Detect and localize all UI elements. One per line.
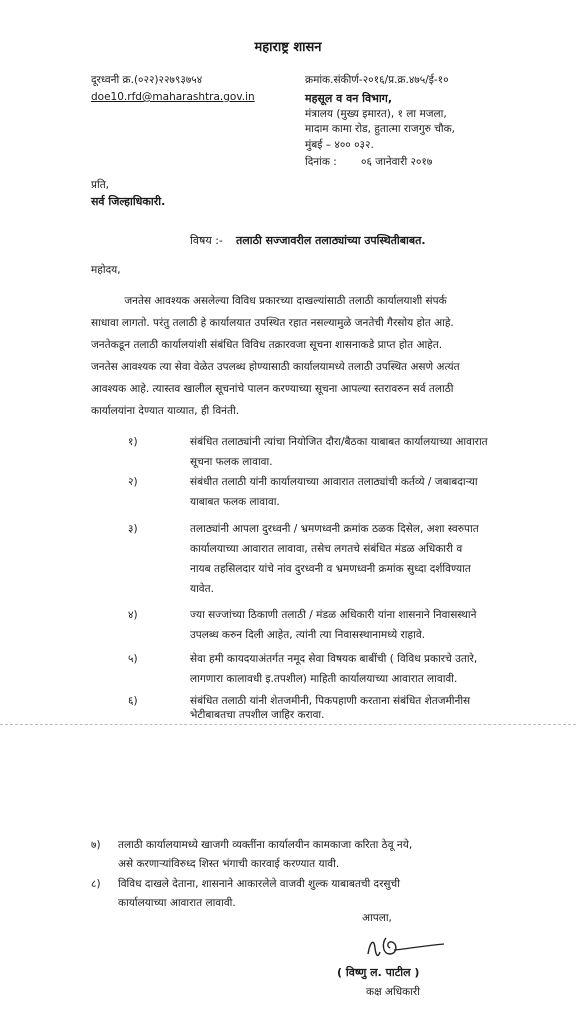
address-line-3: मुंबई – ४०० ०३२.	[305, 139, 374, 151]
instruction-text: याबाबत फलक लावावा.	[190, 496, 280, 508]
instruction-text: तलाठी कार्यालयामध्ये खाजगी व्यक्तींना कार्यालयीन कामकाजा करिता ठेवू नये,	[118, 839, 413, 851]
instruction-text: यावेत.	[190, 583, 214, 595]
reference-number: क्रमांक.संकीर्ण-२०१६/प्र.क्र.४७५/ई-१०	[305, 74, 449, 86]
instruction-text: उपलब्ध करुन दिली आहेत, त्यांनी त्या निवासस्थानामध्ये राहावे.	[190, 629, 425, 641]
instruction-number: ५)	[128, 653, 138, 665]
date-label: दिनांक :	[305, 156, 337, 168]
instruction-text: सूचना फलक लावावा.	[190, 456, 273, 468]
date-value: ०६ जानेवारी २०१७	[361, 156, 433, 168]
instruction-text: तलाठ्यांनी आपला दुरध्वनी / भ्रमणध्वनी क्रमांक ठळक दिसेल, अशा स्वरुपात	[190, 523, 479, 535]
email-link[interactable]: doe10.rfd@maharashtra.gov.in	[91, 91, 255, 103]
instruction-number: ७)	[91, 839, 101, 851]
body-line: आवश्यक आहे. त्यास्तव खालील सूचनांचे पालन करण्याच्या सूचना आपल्या स्तरावरुन सर्व तलाठी	[91, 383, 454, 395]
instruction-text: असे करणाऱ्यांविरुध्द शिस्त भंगाची कारवाई करण्यात यावी.	[118, 858, 340, 870]
closing-text: आपला,	[362, 912, 392, 924]
handwritten-signature	[364, 932, 446, 962]
instruction-text: सेवा हमी कायदयाअंतर्गत नमूद सेवा विषयक बाबींची ( विविध प्रकारचे उतारे,	[190, 653, 478, 665]
instruction-number: ३)	[128, 523, 138, 535]
instruction-number: ८)	[91, 878, 101, 890]
instruction-number: ४)	[128, 609, 138, 621]
instruction-text: नायब तहसिलदार यांचे नांव दुरध्वनी व भ्रमणध्वनी क्रमांक सुध्दा दर्शविण्यात	[190, 563, 471, 575]
instruction-text: संबंधित तलाठ्यांनी त्यांचा नियोजित दौरा/बैठका याबाबत कार्यालयाच्या आवारात	[190, 436, 488, 448]
body-line: जनतेकडून तलाठी कार्यालयांशी संबंधित विविध तक्रारवजा सूचना शासनाकडे प्राप्त होत आहेत.	[91, 339, 443, 351]
phone-number: दूरध्वनी क्र.(०२२)२२७९३७५४	[91, 74, 203, 86]
instruction-number: ६)	[128, 695, 138, 707]
body-line: जनतेस आवश्यक असलेल्या विविध प्रकारच्या दाखल्यांसाठी तलाठी कार्यालयाशी संपर्क	[91, 295, 447, 307]
instruction-text: ज्या सज्जांच्या ठिकाणी तलाठी / मंडळ अधिकारी यांना शासनाने निवासस्थाने	[190, 609, 477, 621]
subject-label: विषय :-	[190, 234, 223, 247]
address-line-1: मंत्रालय (मुख्य इमारत), १ ला मजला,	[305, 108, 447, 120]
recipient-name: सर्व जिल्हाधिकारी.	[91, 195, 166, 208]
instruction-number: २)	[128, 476, 138, 488]
body-line: साधावा लागतो. परंतु तलाठी हे कार्यालयात उपस्थित रहात नसल्यामुळे जनतेची गैरसोय होत आहे.	[91, 317, 454, 329]
instruction-text: विविध दाखले देताना, शासनाने आकारलेले वाजवी शुल्क याबाबतची दरसुची	[118, 878, 400, 890]
instruction-text: संबंधीत तलाठी यांनी कार्यालयाच्या आवारात तलाठ्यांची कर्तव्ये / जबाबदाऱ्या	[190, 476, 478, 488]
instruction-text: कार्यालयाच्या आवारात लावावी.	[118, 897, 236, 909]
signatory-name: ( विष्णु ल. पाटील )	[337, 966, 420, 979]
salutation: महोदय,	[91, 264, 121, 276]
recipient-prefix: प्रति,	[91, 179, 110, 191]
instruction-text: कार्यालयाच्या आवारात लावावा, तसेच लगतचे संबंधित मंडळ अधिकारी व	[190, 543, 463, 555]
department-name: महसूल व वन विभाग,	[305, 92, 393, 105]
instruction-number: १)	[128, 436, 138, 448]
instruction-text: संबंधित तलाठी यांनी शेतजमीनी, पिकपहाणी करताना संबंधित शेतजमीनीस	[190, 695, 471, 707]
subject-text: तलाठी सज्जावरील तलाठ्यांच्या उपस्थितीबाबत.	[236, 234, 426, 247]
instruction-text: भेटीबाबतचा तपशील जाहिर करावा.	[190, 709, 325, 721]
address-line-2: मादाम कामा रोड, हुतात्मा राजगुरु चौक,	[305, 123, 456, 135]
signatory-designation: कक्ष अधिकारी	[366, 986, 420, 998]
letterhead-title: महाराष्ट्र शासन	[254, 40, 322, 55]
body-line: जनतेस आवश्यक त्या सेवा वेळेत उपलब्ध होण्यासाठी कार्यालयामध्ये तलाठी उपस्थित असणे अत्यंत	[91, 361, 460, 373]
page-break-divider	[0, 724, 576, 725]
instruction-text: लागणारा कालावधी इ.तपशील) माहिती कार्यालयाच्या आवारात लावावी.	[190, 673, 458, 685]
body-line: कार्यालयांना देण्यात याव्यात, ही विनंती.	[91, 405, 240, 417]
